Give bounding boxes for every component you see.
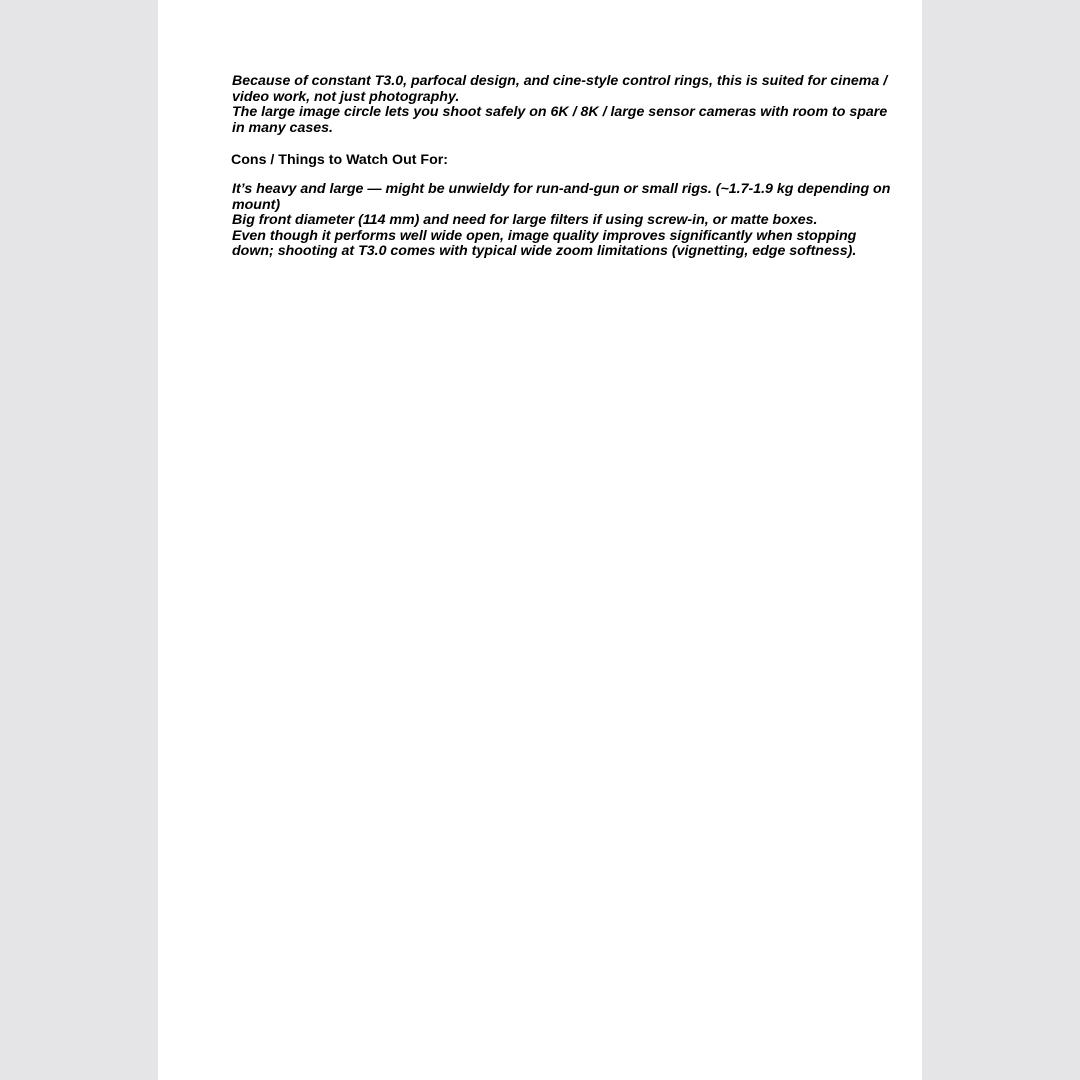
cons-list <box>232 182 892 260</box>
pros-line-image-circle: The large image circle lets you shoot safely on 6K / 8K / large sensor cameras with room to spare in many cases. <box>232 104 888 136</box>
cons-line-weight: It’s heavy and large — might be unwieldy for run-and-gun or small rigs. (~1.7-1.9 kg depending on mount) <box>232 181 891 213</box>
document-page <box>158 0 922 1080</box>
pros-list <box>232 74 892 136</box>
page-content <box>232 74 892 260</box>
cons-line-image-quality: Even though it performs well wide open, image quality improves significantly when stopping down; shooting at T3.0 comes with typical wide zoom limitations (vignetting, edge softness). <box>232 227 857 259</box>
cons-line-front-diameter: Big front diameter (114 mm) and need for large filters if using screw-in, or matte boxes. <box>232 212 818 228</box>
pros-line-cinema-video: Because of constant T3.0, parfocal design, and cine-style control rings, this is suited for cinema / video work, not just photography. <box>232 73 888 105</box>
cons-heading: Cons / Things to Watch Out For: <box>231 152 448 168</box>
